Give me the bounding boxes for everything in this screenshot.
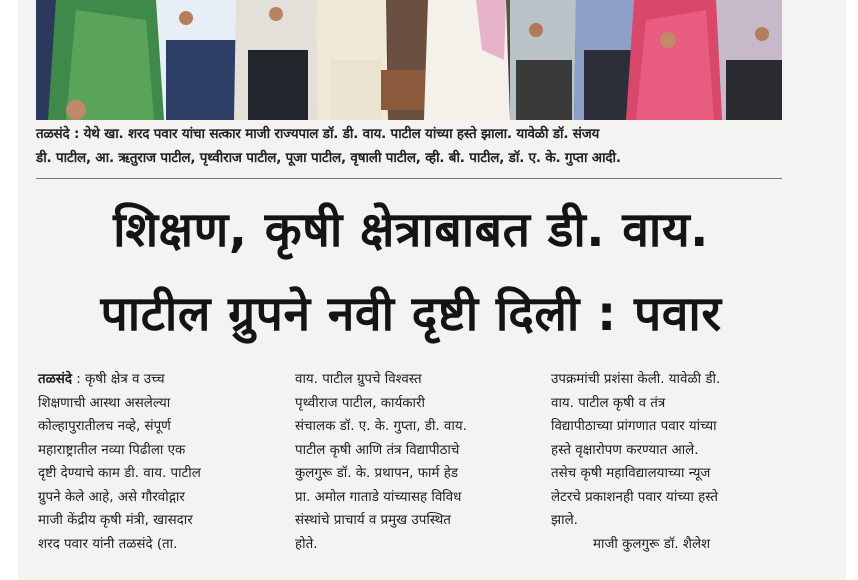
headline-line-2: पाटील ग्रुपने नवी दृष्टी दिली : पवार — [100, 286, 722, 342]
article-col2-line: संस्थांचे प्राचार्य व प्रमुख उपस्थित — [295, 513, 451, 528]
article-col2-line: संचालक डॉ. ए. के. गुप्ता, डी. वाय. — [295, 419, 467, 434]
article-col2-line: वाय. पाटील ग्रुपचे विश्वस्त — [295, 372, 422, 387]
article-column-2 — [295, 368, 539, 556]
caption-divider — [36, 178, 782, 179]
article-col1-line: शरद पवार यांनी तळसंदे (ता. — [38, 536, 178, 552]
article-col2-line: होते. — [295, 536, 318, 552]
article-col1-line: शिक्षणाची आस्था असलेल्या — [38, 395, 171, 411]
article-col3-line: उपक्रमांची प्रशंसा केली. यावेळी डी. — [551, 372, 721, 387]
headline-line-1: शिक्षण, कृषी क्षेत्राबाबत डी. वाय. — [113, 202, 709, 258]
photo-caption — [36, 122, 786, 170]
page-margin-left — [0, 0, 18, 580]
article-column-3 — [551, 368, 783, 556]
article-col1-line: ग्रुपने केले आहे, असे गौरवोद्गार — [38, 489, 185, 505]
article-col3-line: झाले. — [551, 513, 578, 528]
article-col3-line: माजी कुलगुरू डॉ. शैलेश — [593, 536, 711, 552]
article-col3-line: तसेच कृषी महाविद्यालयाच्या न्यूज — [551, 466, 711, 481]
article-col3-line: विद्यापीठाच्या प्रांगणात पवार यांच्या — [551, 419, 717, 434]
page-margin-right — [846, 0, 858, 580]
article-col2-line: पृथ्वीराज पाटील, कार्यकारी — [295, 395, 425, 411]
article-col1-line: : कृषी क्षेत्र व उच्च — [71, 372, 165, 387]
article-col3-line: वाय. पाटील कृषी व तंत्र — [551, 395, 666, 411]
article-col2-line: कुलगुरू डॉ. के. प्रथापन, फार्म हेड — [295, 466, 459, 481]
news-photo — [36, 0, 782, 120]
article-col1-line: माजी केंद्रीय कृषी मंत्री, खासदार — [38, 513, 193, 528]
headline — [36, 188, 786, 356]
article-col3-line: लेटरचे प्रकाशनही पवार यांच्या हस्ते — [551, 489, 719, 505]
article-column-1 — [38, 368, 282, 556]
article-col1-line: दृष्टी देण्याचे काम डी. वाय. पाटील — [38, 466, 201, 481]
caption-line-2: डी. पाटील, आ. ऋतुराज पाटील, पृथ्वीराज पाटील, पूजा पाटील, वृषाली पाटील, व्ही. बी. पाटील, डॉ. ए. के. गुप्ता आदी. — [36, 150, 621, 166]
article-col1-line: महाराष्ट्रातील नव्या पिढीला एक — [38, 442, 186, 458]
article-col1-line: कोल्हापुरातीलच नव्हे, संपूर्ण — [38, 419, 171, 434]
article-col2-line: पाटील कृषी आणि तंत्र विद्यापीठाचे — [295, 442, 460, 458]
caption-dateline: तळसंदे : — [36, 126, 80, 142]
caption-line-1: येथे खा. शरद पवार यांचा सत्कार माजी राज्यपाल डॉ. डी. वाय. पाटील यांच्या हस्ते झाला. यावेळी डॉ. संजय — [83, 126, 600, 142]
article-dateline: तळसंदे — [38, 372, 72, 387]
article-col2-line: प्रा. अमोल गाताडे यांच्यासह विविध — [295, 489, 462, 505]
article-col3-line: हस्ते वृक्षारोपण करण्यात आले. — [551, 442, 699, 458]
